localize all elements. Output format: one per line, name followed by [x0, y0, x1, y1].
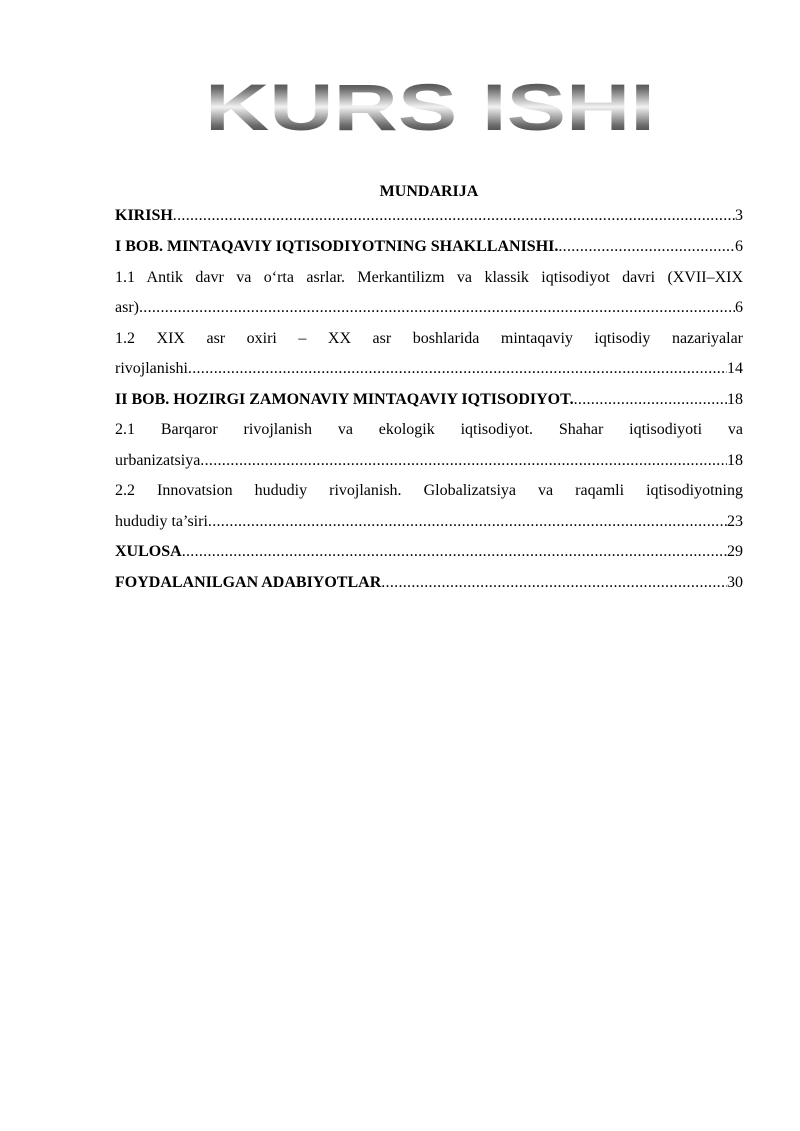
toc-heading: MUNDARIJA [379, 183, 479, 200]
toc-entry [115, 204, 743, 228]
wordart-title [200, 76, 660, 138]
toc-entry-text: 2.2 Innovatsion hududiy rivojlanish. Globalizatsiya va raqamli iqtisodiyotning [115, 482, 743, 499]
toc-entry-label: I BOB. MINTAQAVIY IQTISODIYOTNING SHAKLLANISHI. [115, 238, 559, 255]
toc-entry-line [115, 507, 743, 538]
toc-entry [115, 568, 743, 599]
toc-page-number: 30 [727, 573, 743, 591]
dot-leader [381, 568, 727, 599]
toc-entry [115, 537, 743, 568]
toc-entry-line [115, 204, 743, 228]
toc-page-number: 18 [727, 390, 743, 408]
toc-page-number: 6 [735, 238, 743, 255]
toc-entry-line [115, 354, 743, 385]
toc-entry-line [115, 446, 743, 477]
toc-entry-line [115, 537, 743, 568]
toc-entry-line [115, 385, 743, 416]
dot-leader [139, 293, 735, 324]
dot-leader [173, 204, 735, 228]
toc-entry-text: 1.2 XIX asr oxiri – XX asr boshlarida mintaqaviy iqtisodiy nazariyalar [115, 329, 743, 347]
wordart-title-graphic [200, 76, 660, 138]
toc-entry-label: XULOSA [115, 543, 182, 560]
dot-leader [574, 385, 727, 416]
toc-entry [115, 476, 743, 537]
dot-leader [188, 354, 727, 385]
toc-entry [115, 324, 743, 385]
toc-page-number: 3 [735, 207, 743, 224]
toc-entry-label: KIRISH [115, 207, 173, 224]
dot-leader [208, 507, 727, 538]
toc-entry-label: hududiy ta’siri [115, 512, 208, 530]
title-text: KURS ISHI [205, 76, 655, 138]
dot-leader [558, 232, 735, 263]
toc-entry [115, 263, 743, 324]
toc-entry-label: II BOB. HOZIRGI ZAMONAVIY MINTAQAVIY IQTISODIYOT. [115, 390, 574, 408]
toc-entry-label: rivojlanishi [115, 360, 188, 377]
toc-entry-label: FOYDALANILGAN ADABIYOTLAR [115, 573, 382, 591]
toc-page-number: 23 [727, 512, 743, 530]
toc-entry-line [115, 293, 743, 324]
dot-leader [182, 537, 727, 568]
toc-entry-text: 1.1 Antik davr va o‘rta asrlar. Merkantilizm va klassik iqtisodiyot davri (XVII–XIX [115, 268, 743, 286]
toc-entry-label: urbanizatsiya [115, 451, 201, 469]
toc-entry-line [115, 232, 743, 263]
toc-entry-text: 2.1 Barqaror rivojlanish va ekologik iqtisodiyot. Shahar iqtisodiyoti va [115, 421, 743, 438]
toc-entries [115, 204, 743, 598]
toc-page-number: 14 [727, 360, 743, 377]
toc-page-number: 6 [735, 299, 743, 316]
dot-leader [200, 446, 727, 477]
toc-entry [115, 415, 743, 476]
toc-entry [115, 385, 743, 416]
table-of-contents [115, 180, 743, 598]
toc-entry [115, 232, 743, 263]
toc-page-number: 29 [727, 543, 743, 560]
toc-page-number: 18 [727, 451, 743, 469]
toc-entry-label: asr) [115, 299, 139, 316]
toc-entry-line [115, 568, 743, 599]
